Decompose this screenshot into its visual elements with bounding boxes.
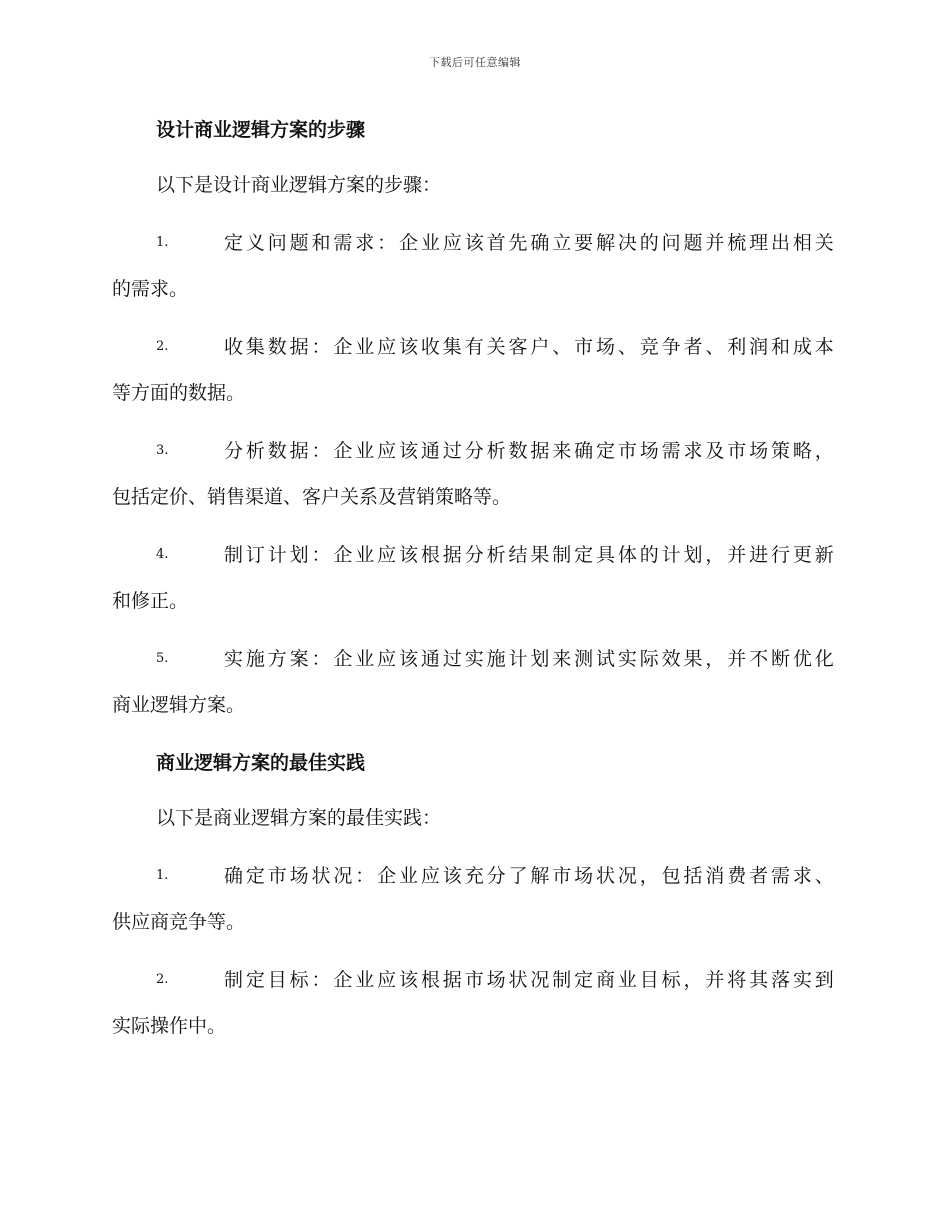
list-number: 5. (156, 651, 169, 666)
list-item-text-line1: 收集数据：企业应该收集有关客户、市场、竞争者、利润和成本 (224, 336, 834, 358)
list-item (112, 860, 834, 938)
list-item (112, 643, 834, 721)
list-item (112, 331, 834, 409)
list-item (112, 964, 834, 1042)
list-item-text-line1: 确定市场状况：企业应该充分了解市场状况，包括消费者需求、 (224, 865, 834, 887)
list-item-text-line2: 包括定价、销售渠道、客户关系及营销策略等。 (112, 486, 512, 508)
list-item-text-line1: 分析数据：企业应该通过分析数据来确定市场需求及市场策略， (224, 440, 834, 462)
list-item-text-line2: 供应商竞争等。 (112, 911, 246, 933)
list-item-text-line1: 定义问题和需求：企业应该首先确立要解决的问题并梳理出相关 (224, 232, 834, 254)
list-item-text-line2: 实际操作中。 (112, 1015, 227, 1037)
section-intro: 以下是设计商业逻辑方案的步骤： (156, 174, 442, 196)
section-title: 设计商业逻辑方案的步骤 (156, 119, 366, 141)
list-item-text-line1: 实施方案：企业应该通过实施计划来测试实际效果，并不断优化 (224, 648, 834, 670)
list-number: 1. (156, 868, 169, 883)
section-title: 商业逻辑方案的最佳实践 (156, 752, 366, 774)
list-number: 2. (156, 339, 169, 354)
list-item-text-line2: 等方面的数据。 (112, 382, 246, 404)
list-number: 4. (156, 547, 169, 562)
list-item-text-line1: 制定目标：企业应该根据市场状况制定商业目标，并将其落实到 (224, 969, 834, 991)
document-body (112, 114, 834, 1042)
list-number: 2. (156, 972, 169, 987)
list-number: 3. (156, 443, 169, 458)
list-item-text-line2: 和修正。 (112, 590, 189, 612)
list-item (112, 539, 834, 617)
list-item-text-line1: 制订计划：企业应该根据分析结果制定具体的计划，并进行更新 (224, 544, 834, 566)
list-item-text-line2: 商业逻辑方案。 (112, 694, 246, 716)
list-item-text-line2: 的需求。 (112, 278, 189, 300)
list-item (112, 435, 834, 513)
list-item (112, 227, 834, 305)
section-intro: 以下是商业逻辑方案的最佳实践： (156, 807, 442, 829)
section-best-practices (112, 747, 834, 1042)
page-header-note: 下载后可任意编辑 (429, 56, 521, 69)
section-steps (112, 114, 834, 721)
list-number: 1. (156, 235, 169, 250)
